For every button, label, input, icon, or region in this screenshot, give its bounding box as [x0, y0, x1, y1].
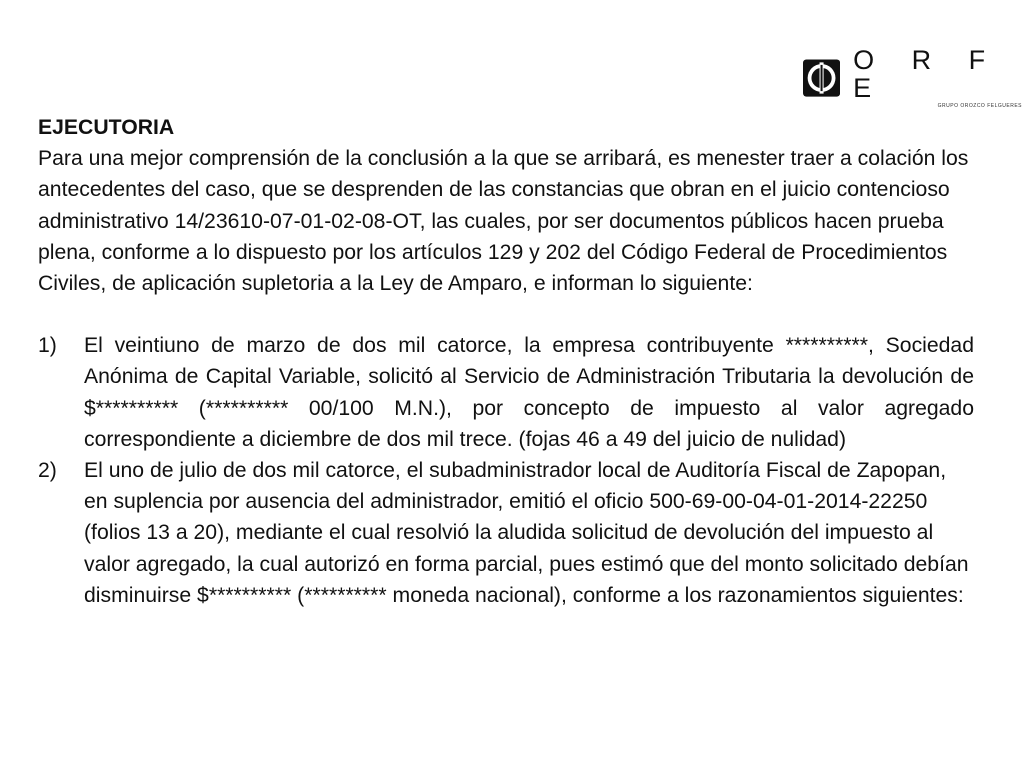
list-item-text: El uno de julio de dos mil catorce, el subadministrador local de Auditoría Fiscal de Zapopan, en suplencia por ausencia del administrador, emitió el oficio 500-69-00-04-01-2014-22250 (folios 13 a 20), mediante el cual resolvió la aludida solicitud de devolución del impuesto al valor agregado, la cual autorizó en forma parcial, pues estimó que del monto solicitado debían disminuirse $********** (********** moneda nacional), conforme a los razonamientos siguientes:: [84, 459, 969, 607]
list-item: [38, 455, 974, 611]
list-item-text: El veintiuno de marzo de dos mil catorce, la empresa contribuyente **********, Sociedad Anónima de Capital Variable, solicitó al Servicio de Administración Tributaria la devolución de $********** (********** 00/100 M.N.), por concepto de impuesto al valor agregado correspondiente a diciembre de dos mil trece. (fojas 46 a 49 del juicio de nulidad): [84, 334, 974, 451]
paragraph-spacer: [38, 299, 974, 330]
list-item: [38, 330, 974, 455]
list-item-number: 1): [38, 334, 57, 358]
logo-text: [853, 46, 1024, 109]
logo-tagline: GRUPO OROZCO FELGUERES: [937, 103, 1022, 109]
company-logo: [803, 46, 1024, 109]
intro-paragraph: Para una mejor comprensión de la conclusión a la que se arribará, es menester traer a colación los antecedentes del caso, que se desprenden de las constancias que obran en el juicio contencioso administrativo 14/23610-07-01-02-08-OT, las cuales, por ser documentos públicos hacen prueba plena, conforme a lo dispuesto por los artículos 129 y 202 del Código Federal de Procedimientos Civiles, de aplicación supletoria a la Ley de Amparo, e informan lo siguiente:: [38, 147, 969, 296]
section-heading: EJECUTORIA: [38, 116, 175, 139]
orfe-emblem-icon: [803, 56, 840, 100]
antecedents-list: [38, 330, 974, 611]
document-body: [38, 112, 974, 611]
logo-wordmark: O R F E: [853, 45, 1001, 103]
list-item-number: 2): [38, 459, 57, 483]
